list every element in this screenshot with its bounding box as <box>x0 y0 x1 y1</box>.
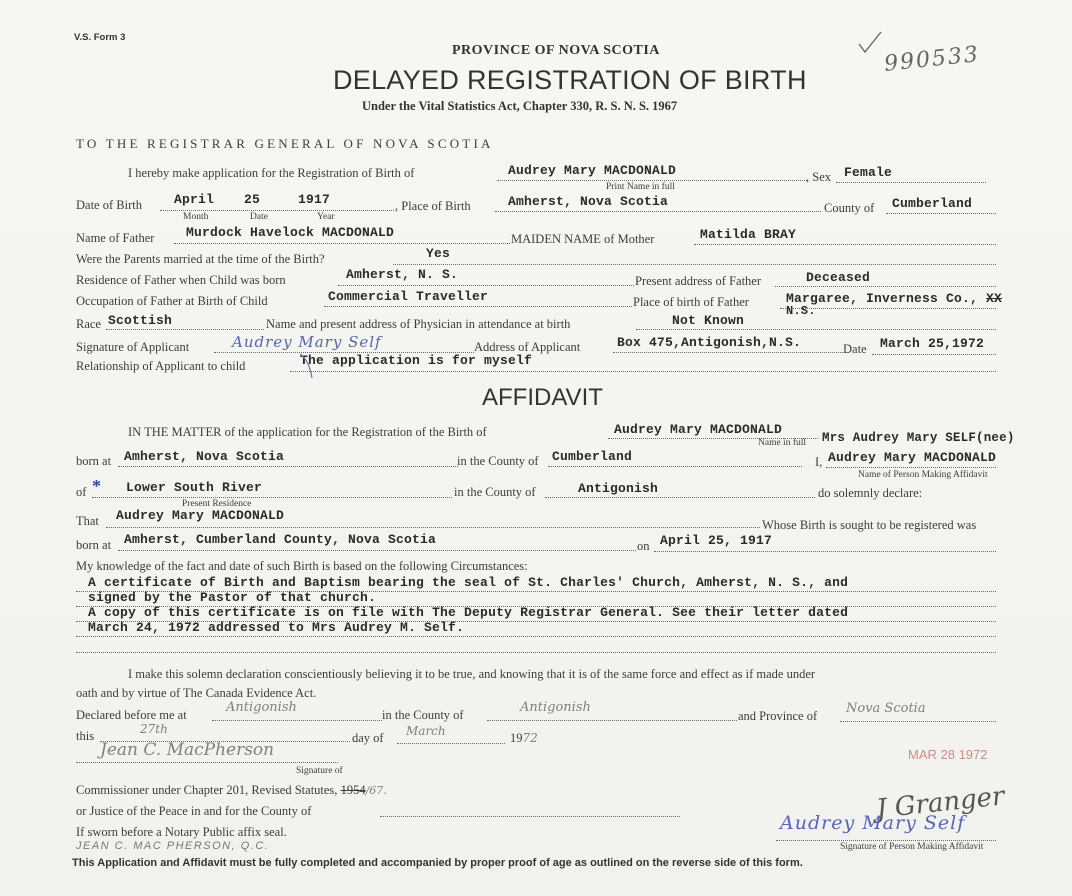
born-at-label: born at <box>76 454 112 468</box>
footnote: This Application and Affidavit must be fully completed and accompanied by proper proof of age as outlined on the reverse side of this form. <box>72 857 803 869</box>
declared-month: March <box>406 724 446 738</box>
father-birthplace-line <box>786 291 1002 306</box>
applicant-address: Box 475,Antigonish,N.S. <box>617 335 802 350</box>
father-name: Murdock Havelock MACDONALD <box>186 225 395 240</box>
day-of-label: day of <box>352 731 384 745</box>
father-birthplace: Margaree, Inverness Co., <box>786 291 979 306</box>
relationship-label: Relationship of Applicant to child <box>76 359 246 373</box>
birth-county: Cumberland <box>892 196 973 211</box>
dob-year: 1917 <box>298 192 331 207</box>
place-of-birth: Amherst, Nova Scotia <box>508 194 669 209</box>
father-birthplace-struck: XX <box>986 291 1003 306</box>
occupation-label: Occupation of Father at Birth of Child <box>76 294 268 308</box>
married-name: Mrs Audrey Mary SELF(nee) <box>822 431 1015 445</box>
declared-label: Declared before me at <box>76 708 187 722</box>
declared-year <box>510 731 538 746</box>
registrar-signature: J Granger <box>874 781 1006 825</box>
declared-county: Antigonish <box>520 700 591 715</box>
residence-county: Antigonish <box>578 481 659 496</box>
county2-label: in the County of <box>454 485 536 499</box>
father-present-address: Deceased <box>806 270 871 285</box>
month-caption: Month <box>183 212 209 222</box>
present-residence: Lower South River <box>126 480 263 495</box>
knowledge-label: My knowledge of the fact and date of such Birth is based on the following Circumstances: <box>76 559 528 573</box>
physician-value: Not Known <box>672 313 745 328</box>
of-label: of <box>76 485 87 499</box>
on-label: on <box>637 539 650 553</box>
affidavit-born-at: Amherst, Nova Scotia <box>124 449 285 464</box>
checkmark-icon <box>855 28 885 58</box>
race-value: Scottish <box>108 313 173 328</box>
affidavit-maker: Audrey Mary MACDONALD <box>828 450 997 465</box>
father-label: Name of Father <box>76 231 155 245</box>
year-suffix: 72 <box>522 731 538 745</box>
affidavit-child-name: Audrey Mary MACDONALD <box>614 422 783 437</box>
circumstance-line: March 24, 1972 addressed to Mrs Audrey M. Self. <box>88 620 465 635</box>
print-name-caption: Print Name in full <box>606 182 675 192</box>
physician-label: Name and present address of Physician in attendance at birth <box>266 317 571 331</box>
solemn-declaration-2: oath and by virtue of The Canada Evidence Act. <box>76 686 317 700</box>
declared-province: Nova Scotia <box>846 701 926 716</box>
statute-year-new: /67. <box>365 784 387 797</box>
residence-asterisk: * <box>92 476 101 496</box>
born-at2-value: Amherst, Cumberland County, Nova Scotia <box>124 532 437 547</box>
affidavit-county: Cumberland <box>552 449 633 464</box>
application-date: March 25,1972 <box>880 336 985 351</box>
dob-month: April <box>174 192 215 207</box>
whose-label: Whose Birth is sought to be registered was <box>762 518 977 532</box>
circumstance-line: A copy of this certificate is on file with The Deputy Registrar General. See their letter dated <box>88 605 849 620</box>
notary-label: If sworn before a Notary Public affix seal. <box>76 825 287 839</box>
maker-caption: Name of Person Making Affidavit <box>858 470 988 480</box>
solemn-declaration: I make this solemn declaration conscientiously believing it to be true, and knowing that it is of the same force and effect as if made under <box>128 667 816 681</box>
father-present-label: Present address of Father <box>635 274 762 288</box>
dob-label: Date of Birth <box>76 198 142 212</box>
affidavit-title: AFFIDAVIT <box>482 384 603 411</box>
commissioner-signature: Jean C. MacPherson <box>100 740 275 760</box>
commissioner-stamp: JEAN C. MAC PHERSON, Q.C. <box>76 840 270 852</box>
justice-label: or Justice of the Peace in and for the County of <box>76 804 312 818</box>
circumstance-line: signed by the Pastor of that church. <box>88 590 377 605</box>
father-residence: Amherst, N. S. <box>346 267 459 282</box>
applicant-signature: Audrey Mary Self <box>232 333 382 351</box>
declared-county-label: in the County of <box>382 708 464 722</box>
document-title: DELAYED REGISTRATION OF BIRTH <box>333 65 807 95</box>
form-id: V.S. Form 3 <box>74 32 126 43</box>
i-label: I, <box>815 455 823 469</box>
sex-value: Female <box>844 165 893 180</box>
on-date: April 25, 1917 <box>660 533 773 548</box>
father-birthplace-label: Place of birth of Father <box>633 295 749 309</box>
file-number: 990533 <box>882 42 982 77</box>
declare-label: do solemnly declare: <box>818 486 923 500</box>
parents-married: Yes <box>426 246 451 261</box>
maker-signature-caption: Signature of Person Making Affidavit <box>840 842 984 852</box>
circumstance-line: A certificate of Birth and Baptism bearing the seal of St. Charles' Church, Amherst, N. S., and <box>88 575 849 590</box>
race-label: Race <box>76 317 101 331</box>
maker-signature: Audrey Mary Self <box>780 812 966 834</box>
year-caption: Year <box>317 212 335 222</box>
declared-at: Antigonish <box>226 700 297 715</box>
present-residence-caption: Present Residence <box>182 499 252 509</box>
declared-day: 27th <box>140 722 168 736</box>
county-of-label: in the County of <box>457 454 539 468</box>
sex-label: , Sex <box>806 170 831 184</box>
address-label: Address of Applicant <box>474 340 581 354</box>
mother-maiden-name: Matilda BRAY <box>700 227 797 242</box>
county-label: County of <box>824 201 875 215</box>
commissioner-label: Commissioner under Chapter 201, Revised Statutes, <box>76 783 338 797</box>
applicant-full-name: Audrey Mary MACDONALD <box>508 163 677 178</box>
this-label: this <box>76 729 95 743</box>
father-occupation: Commercial Traveller <box>328 289 489 304</box>
date-caption: Date <box>250 212 268 222</box>
born-at2-label: born at <box>76 538 112 552</box>
that-name: Audrey Mary MACDONALD <box>116 508 285 523</box>
date-label: Date <box>843 342 867 356</box>
signature-label: Signature of Applicant <box>76 340 190 354</box>
dob-date: 25 <box>244 192 261 207</box>
relationship-value: The application is for myself <box>300 353 533 368</box>
document-subtitle: Under the Vital Statistics Act, Chapter 330, R. S. N. S. 1967 <box>362 99 678 113</box>
pob-label: , Place of Birth <box>395 199 471 213</box>
married-label: Were the Parents married at the time of the Birth? <box>76 252 325 266</box>
commissioner-line <box>76 783 387 798</box>
name-in-full-caption: Name in full <box>758 438 807 448</box>
year-prefix: 19 <box>510 731 523 745</box>
statute-year-old: 1954 <box>340 783 366 797</box>
province-label: and Province of <box>738 709 818 723</box>
intro-label: I hereby make application for the Registration of Birth of <box>128 166 415 180</box>
received-date-stamp: MAR 28 1972 <box>908 747 988 762</box>
matter-label: IN THE MATTER of the application for the Registration of the Birth of <box>128 425 487 439</box>
signature-flourish-icon <box>296 352 326 380</box>
mother-label: MAIDEN NAME of Mother <box>511 232 655 246</box>
that-label: That <box>76 514 99 528</box>
province-heading: PROVINCE OF NOVA SCOTIA <box>452 43 660 58</box>
father-residence-label: Residence of Father when Child was born <box>76 273 286 287</box>
signature-of-caption: Signature of <box>296 766 343 776</box>
registrar-heading: TO THE REGISTRAR GENERAL OF NOVA SCOTIA <box>76 136 494 151</box>
father-birthplace-province: N.S. <box>786 304 816 318</box>
